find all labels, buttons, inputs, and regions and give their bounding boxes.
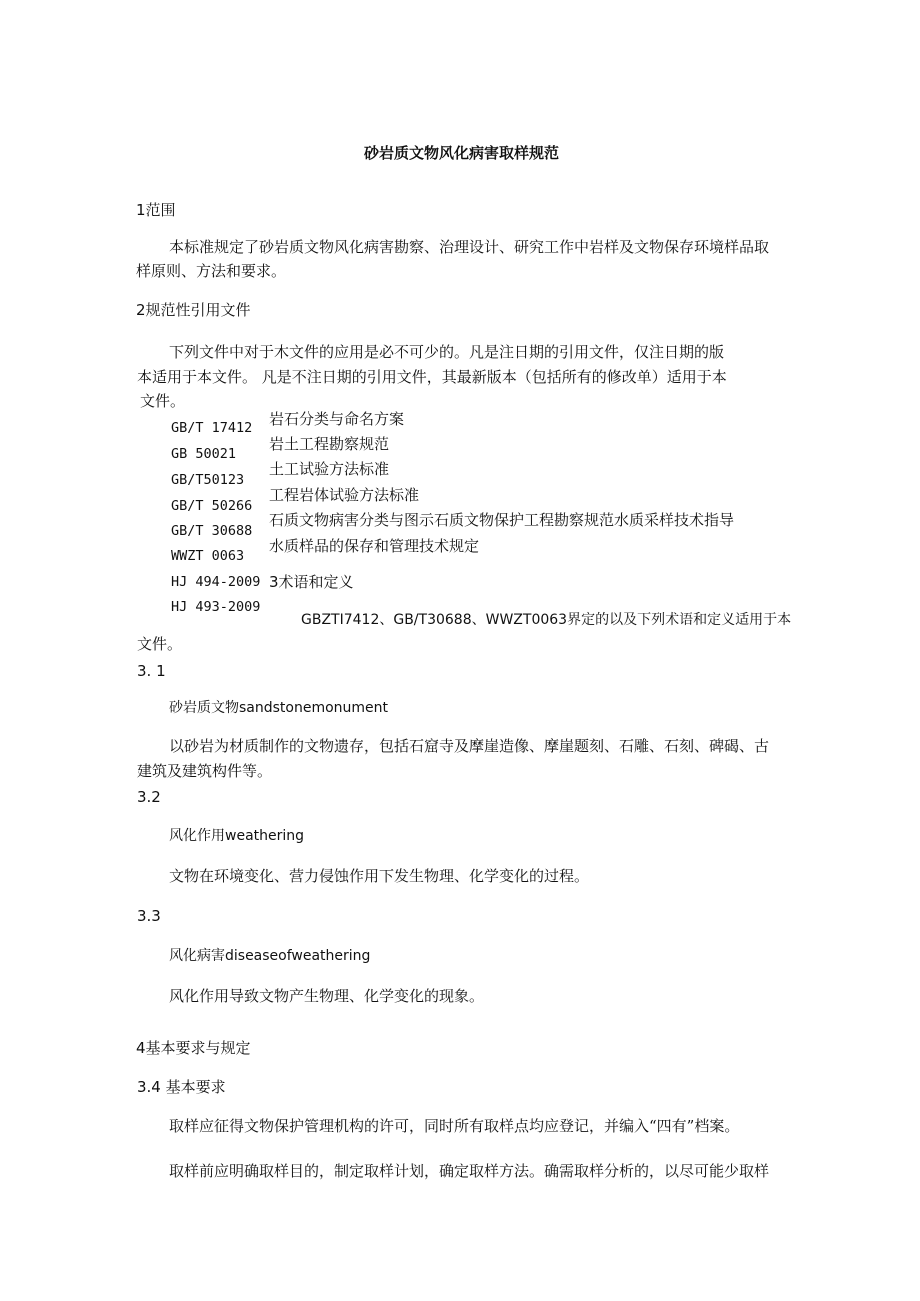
reference-title: 岩石分类与命名方案	[269, 410, 405, 428]
reference-title: 水质样品的保存和管理技术规定	[269, 537, 480, 555]
section-1-heading: 1范围	[136, 201, 176, 219]
term-definition-line-2: 建筑及建筑构件等。	[137, 762, 273, 780]
section-1-paragraph-line-1: 本标准规定了砂岩质文物风化病害勘察、治理设计、研究工作中岩样及文物保存环境样品取	[169, 238, 770, 256]
term-definition-line-1: 以砂岩为材质制作的文物遗存，包括石窟寺及摩崖造像、摩崖题刻、石雕、石刻、碑碣、古	[169, 737, 770, 755]
reference-code: GB/T 30688	[171, 523, 253, 539]
section-4-paragraph-2: 取样前应明确取样目的，制定取样计划，确定取样方法。确需取样分析的，以尽可能少取样	[169, 1162, 770, 1180]
reference-code: WWZT 0063	[171, 548, 245, 564]
section-2-paragraph-line-1: 下列文件中对于木文件的应用是必不可少的。凡是注日期的引用文件，仅注日期的版	[169, 343, 725, 361]
reference-code: GB/T50123	[171, 472, 245, 488]
section-3-heading: 3术语和定义	[269, 573, 354, 591]
term-definition: 风化作用导致文物产生物理、化学变化的现象。	[169, 987, 485, 1005]
term-number: 3. 1	[137, 662, 166, 680]
section-2-paragraph-line-2: 本适用于本文件。 凡是不注日期的引用文件，其最新版本（包括所有的修改单）适用于本	[137, 368, 727, 386]
reference-code: GB/T 50266	[171, 498, 253, 514]
section-2-heading: 2规范性引用文件	[136, 301, 251, 319]
term-name: 风化病害diseaseofweathering	[169, 948, 371, 964]
section-1-paragraph-line-2: 样原则、方法和要求。	[136, 262, 287, 280]
term-number: 3.2	[137, 788, 161, 806]
section-4-heading: 4基本要求与规定	[136, 1039, 251, 1057]
term-name: 风化作用weathering	[169, 828, 305, 844]
reference-code: GB 50021	[171, 446, 237, 462]
term-name: 砂岩质文物sandstonemonument	[169, 700, 389, 716]
subsection-heading: 3.4 基本要求	[137, 1078, 226, 1096]
document-title: 砂岩质文物风化病害取样规范	[364, 144, 560, 162]
section-3-intro-line-2: 文件。	[137, 635, 183, 653]
section-4-paragraph-1: 取样应征得文物保护管理机构的许可，同时所有取样点均应登记，并编入“四有”档案。	[169, 1117, 740, 1135]
term-number: 3.3	[137, 907, 161, 925]
section-2-paragraph-line-3: 文件。	[140, 392, 186, 410]
term-definition: 文物在环境变化、营力侵蚀作用下发生物理、化学变化的过程。	[169, 867, 590, 885]
reference-code: GB/T 17412	[171, 420, 253, 436]
reference-title: 工程岩体试验方法标准	[269, 486, 420, 504]
reference-title: 岩土工程勘察规范	[269, 435, 390, 453]
reference-title: 石质文物病害分类与图示石质文物保护工程勘察规范水质采样技术指导	[269, 511, 735, 529]
section-3-intro-line-1: GBZTI7412、GB/T30688、WWZT0063界定的以及下列术语和定义适用于本	[301, 612, 792, 628]
reference-code: HJ 494-2009	[171, 574, 261, 590]
reference-code: HJ 493-2009	[171, 599, 261, 615]
reference-title: 土工试验方法标准	[269, 460, 390, 478]
